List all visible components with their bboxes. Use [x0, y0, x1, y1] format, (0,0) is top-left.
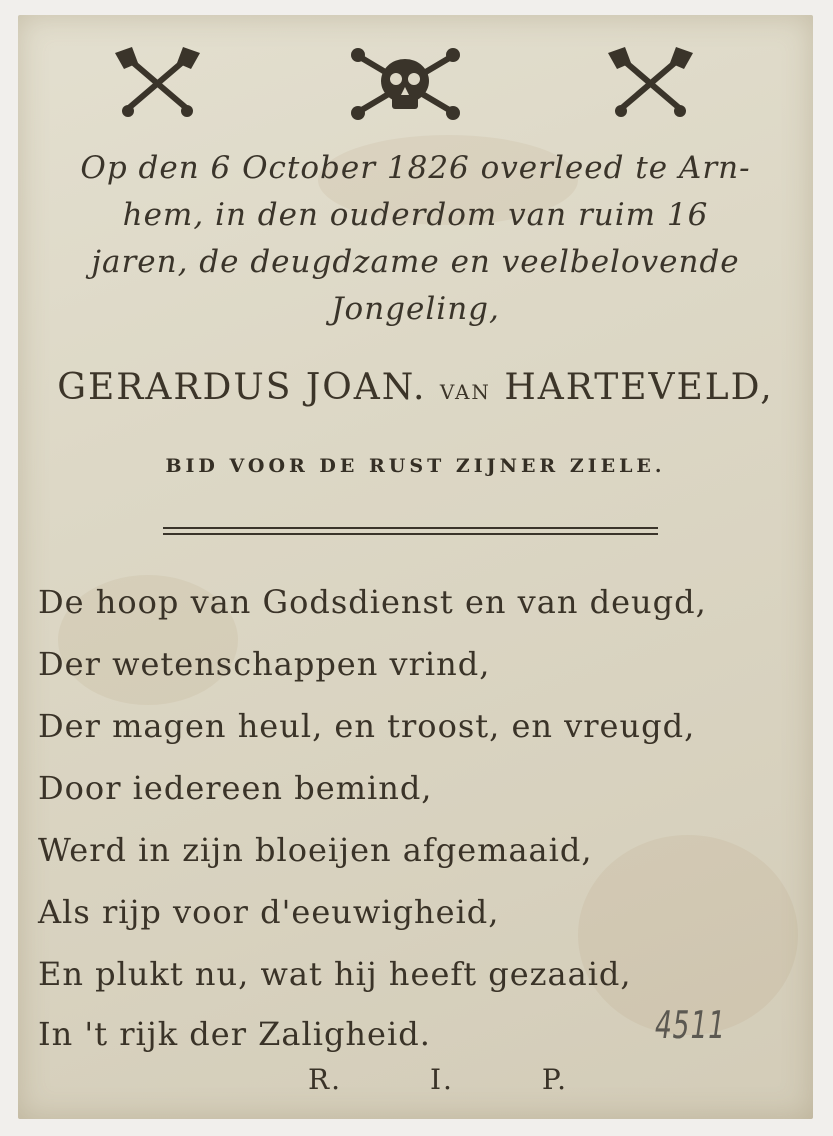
verse-line-2: Der wetenschappen vrind,	[38, 645, 491, 683]
crossed-shovels-icon	[110, 45, 205, 120]
intro-line-3: jaren, de deugdzame en veelbelovende	[91, 244, 740, 280]
verse-line-4: Door iedereen bemind,	[38, 769, 433, 807]
verse-line-6: Als rijp voor d'eeuwigheid,	[38, 893, 500, 931]
verse-line-5: Werd in zijn bloeijen afgemaaid,	[38, 831, 593, 869]
deceased-name	[18, 367, 813, 408]
name-last: HARTEVELD,	[504, 367, 774, 408]
intro-line-1: Op den 6 October 1826 overleed te Arn-	[80, 150, 751, 186]
rip-i: I.	[429, 1063, 454, 1096]
verse-line-3: Der magen heul, en troost, en vreugd,	[38, 707, 696, 745]
divider-rule-top	[163, 527, 658, 529]
rip-p: P.	[541, 1063, 568, 1096]
prayer-line: BID VOOR DE RUST ZIJNER ZIELE.	[165, 455, 666, 477]
memorial-card	[18, 15, 813, 1119]
divider-rule-bottom	[163, 533, 658, 535]
intro-line-2: hem, in den ouderdom van ruim 16	[122, 197, 709, 233]
rip-abbreviation	[308, 1063, 568, 1096]
verse-line-8: In 't rijk der Zaligheid.	[38, 1015, 431, 1053]
name-first: GERARDUS JOAN.	[57, 367, 427, 408]
skull-and-crossbones-icon	[348, 45, 463, 120]
rip-r: R.	[308, 1063, 342, 1096]
intro-line-4: Jongeling,	[331, 291, 500, 327]
verse-line-1: De hoop van Godsdienst en van deugd,	[38, 583, 707, 621]
ornament-row	[18, 45, 813, 125]
crossed-shovels-icon	[603, 45, 698, 120]
verse-line-7: En plukt nu, wat hij heeft gezaaid,	[38, 955, 632, 993]
handwritten-number: 4511	[652, 1003, 729, 1047]
name-particle: van	[439, 373, 491, 406]
